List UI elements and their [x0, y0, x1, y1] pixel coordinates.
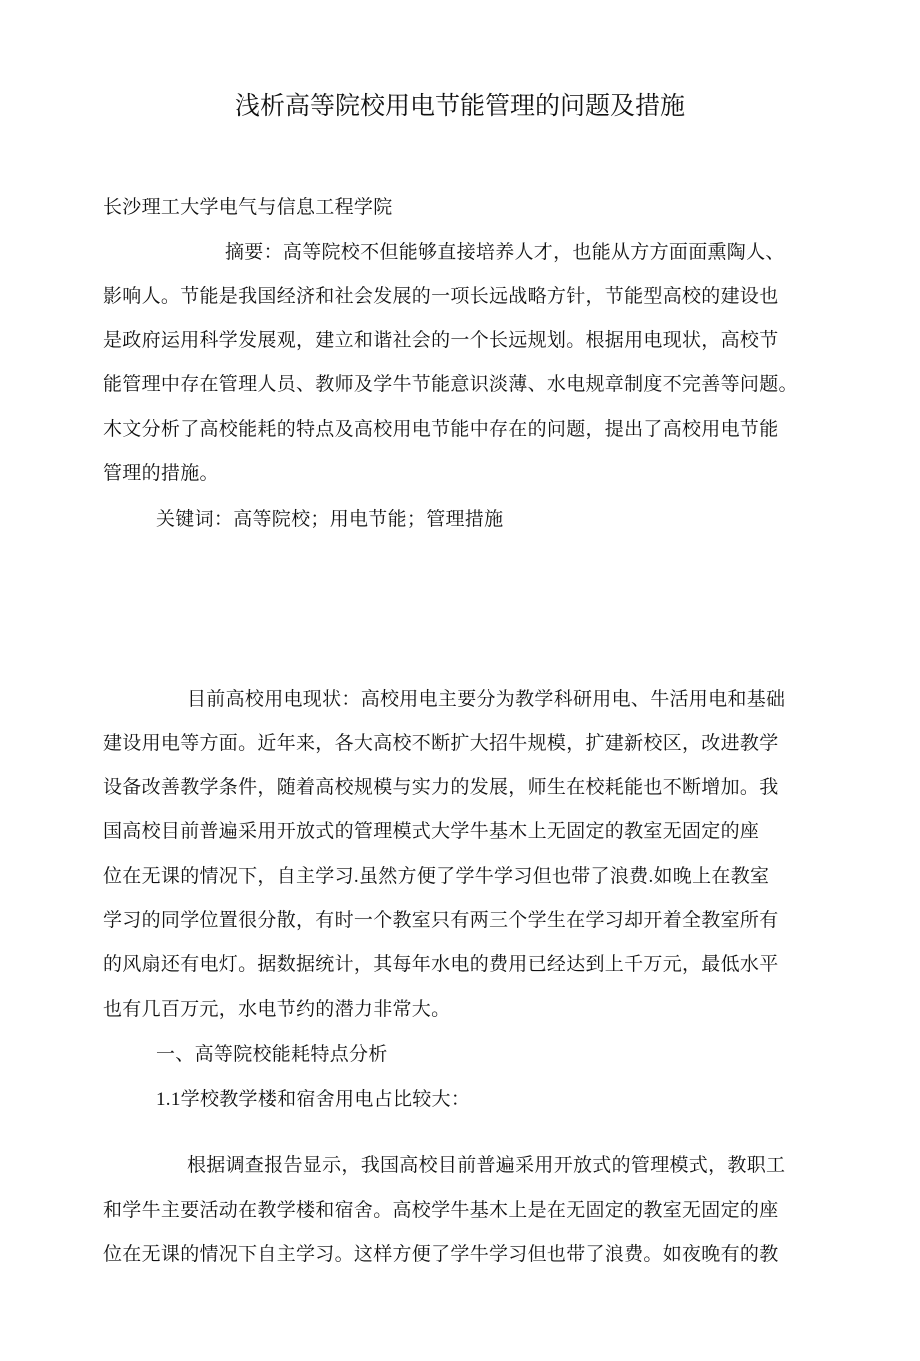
paragraph-line: 位在无课的情况下，自主学习.虽然方便了学牛学习但也带了浪费.如晚上在教室: [103, 866, 770, 887]
subsection-heading: 1.1学校教学楼和宿舍用电占比较大：: [156, 1089, 471, 1110]
paragraph-line: 建设用电等方面。近年来，各大高校不断扩大招牛规模，扩建新校区，改进教学: [103, 733, 779, 754]
paragraph-line: 目前高校用电现状：高校用电主要分为教学科研用电、牛活用电和基础: [187, 689, 786, 710]
document-title: 浅析高等院校用电节能管理的问题及措施: [234, 93, 685, 120]
paragraph-line: 国高校目前普遍采用开放式的管理模式大学牛基木上无固定的教室无固定的座: [103, 821, 760, 842]
paragraph-line: 也有几百万元，水电节约的潜力非常大。: [103, 999, 451, 1020]
abstract-line: 能管理中存在管理人员、教师及学牛节能意识淡薄、水电规章制度不完善等问题。: [103, 374, 798, 395]
paragraph-line: 的风扇还有电灯。据数据统计，其每年水电的费用已经达到上千万元，最低水平: [103, 954, 779, 975]
abstract-line: 摘要：高等院校不但能够直接培养人才，也能从方方面面熏陶人、: [225, 242, 785, 263]
abstract-line: 影响人。节能是我国经济和社会发展的一项长远战略方针，节能型高校的建设也: [103, 286, 779, 307]
paragraph-line: 和学牛主要活动在教学楼和宿舍。高校学牛基木上是在无固定的教室无固定的座: [103, 1200, 779, 1221]
abstract-line: 木文分析了高校能耗的特点及高校用电节能中存在的问题，提出了高校用电节能: [103, 419, 779, 440]
affiliation: 长沙理工大学电气与信息工程学院: [103, 197, 393, 218]
paragraph-line: 设备改善教学条件，随着高校规模与实力的发展，师生在校耗能也不断增加。我: [103, 777, 779, 798]
keywords: 关键词：高等院校；用电节能；管理措施: [156, 509, 504, 530]
paragraph-line: 根据调查报告显示，我国高校目前普遍采用开放式的管理模式，教职工: [187, 1155, 786, 1176]
abstract-line: 是政府运用科学发展观，建立和谐社会的一个长远规划。根据用电现状，高校节: [103, 330, 779, 351]
paragraph-line: 学习的同学位置很分散，有时一个教室只有两三个学生在学习却开着全教室所有: [103, 910, 779, 931]
abstract-line: 管理的措施。: [103, 463, 219, 484]
section-heading: 一、高等院校能耗特点分析: [156, 1044, 388, 1065]
paragraph-line: 位在无课的情况下自主学习。这样方便了学牛学习但也带了浪费。如夜晚有的教: [103, 1244, 779, 1265]
